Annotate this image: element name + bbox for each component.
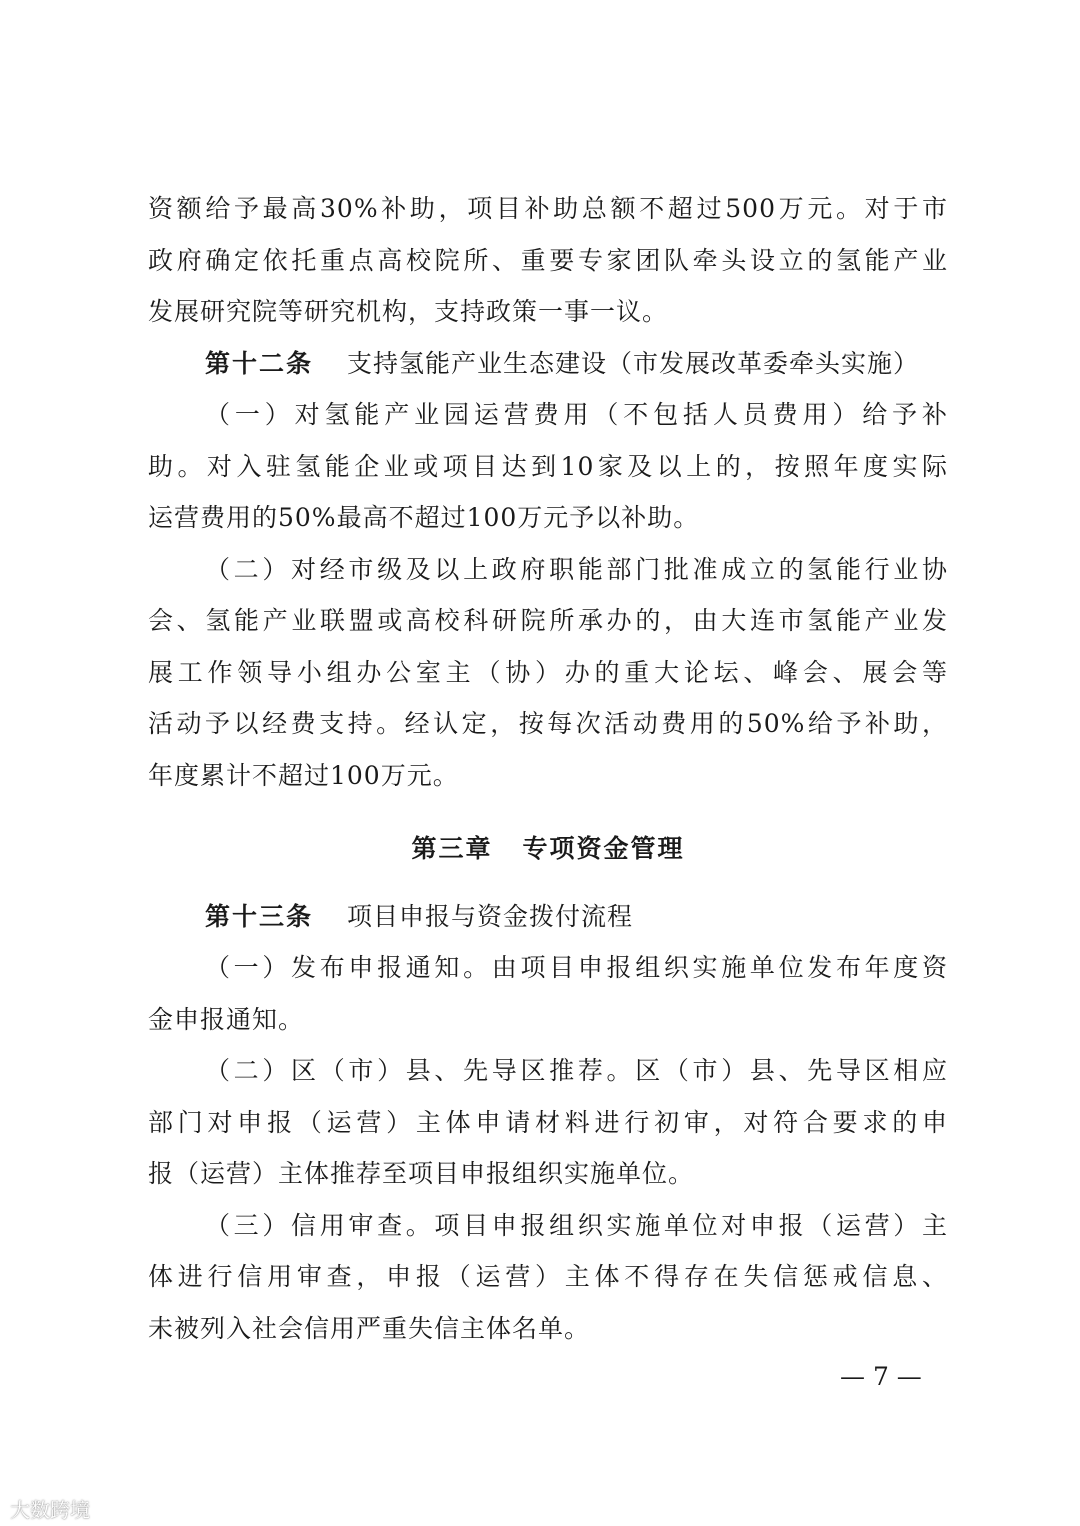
text-line: （一）发布申报通知。由项目申报组织实施单位发布年度资 bbox=[205, 953, 948, 982]
text-line: 发展研究院等研究机构，支持政策一事一议。 bbox=[148, 297, 669, 326]
chapter-heading bbox=[148, 823, 948, 875]
text-line: 未被列入社会信用严重失信主体名单。 bbox=[148, 1313, 591, 1343]
paragraph-industrial-park bbox=[148, 389, 948, 544]
paragraph-recommendation bbox=[148, 1045, 948, 1200]
text-line: 会、氢能产业联盟或高校科研院所承办的，由大连市氢能产业发 bbox=[148, 606, 948, 635]
article-label: 第十三条 bbox=[205, 901, 314, 931]
text-line: 金申报通知。 bbox=[148, 1004, 305, 1034]
text-line: （一）对氢能产业园运营费用（不包括人员费用）给予补 bbox=[205, 400, 948, 429]
page-number: — 7 — bbox=[840, 1362, 922, 1391]
watermark-logo bbox=[10, 1494, 90, 1523]
text-line: 展工作领导小组办公室主（协）办的重大论坛、峰会、展会等 bbox=[148, 657, 948, 687]
chapter-label: 第三章 bbox=[411, 834, 493, 863]
text-line: 助。对入驻氢能企业或项目达到10家及以上的，按照年度实际 bbox=[148, 451, 948, 481]
text-line: 运营费用的50%最高不超过100万元予以补助。 bbox=[148, 503, 700, 532]
watermark-text: 大数跨境 bbox=[10, 1498, 90, 1522]
text-line: 部门对申报（运营）主体申请材料进行初审，对符合要求的申 bbox=[148, 1107, 948, 1137]
text-line: （二）对经市级及以上政府职能部门批准成立的氢能行业协 bbox=[205, 554, 948, 584]
paragraph-events bbox=[148, 544, 948, 802]
paragraph-notice bbox=[148, 942, 948, 1045]
article-title: 项目申报与资金拨付流程 bbox=[347, 901, 634, 931]
text-line: （二）区（市）县、先导区推荐。区（市）县、先导区相应 bbox=[205, 1056, 948, 1085]
paragraph-credit-review bbox=[148, 1200, 948, 1355]
article-title: 支持氢能产业生态建设（市发展改革委牵头实施） bbox=[347, 348, 920, 378]
text-line: 活动予以经费支持。经认定，按每次活动费用的50%给予补助， bbox=[148, 709, 948, 738]
text-line: 政府确定依托重点高校院所、重要专家团队牵头设立的氢能产业 bbox=[148, 245, 948, 275]
article-13-heading bbox=[148, 891, 948, 943]
article-label: 第十二条 bbox=[205, 348, 314, 378]
document-body bbox=[148, 183, 948, 1354]
text-line: 体进行信用审查，申报（运营）主体不得存在失信惩戒信息、 bbox=[148, 1262, 948, 1291]
article-12-heading bbox=[148, 338, 948, 390]
text-line: 年度累计不超过100万元。 bbox=[148, 760, 459, 790]
text-line: 资额给予最高30%补助，项目补助总额不超过500万元。对于市 bbox=[148, 194, 948, 223]
text-line: （三）信用审查。项目申报组织实施单位对申报（运营）主 bbox=[205, 1210, 948, 1240]
paragraph-funding-cap bbox=[148, 183, 948, 338]
chapter-title: 专项资金管理 bbox=[522, 834, 685, 863]
text-line: 报（运营）主体推荐至项目申报组织实施单位。 bbox=[148, 1159, 695, 1188]
